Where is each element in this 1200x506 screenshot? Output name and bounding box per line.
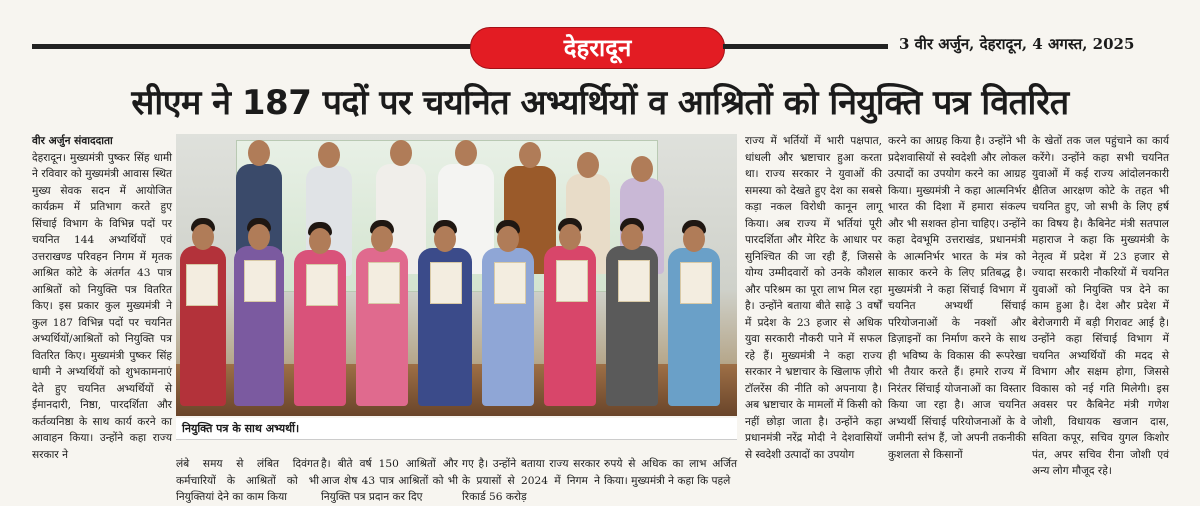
- article-column-1: [32, 133, 172, 495]
- header-rule-left: [32, 44, 472, 49]
- photo-candidate-head: [192, 224, 214, 250]
- article-headline: सीएम ने 187 पदों पर चयनित अभ्यर्थियों व आश्रितों को नियुक्ति पत्र वितरित: [131, 83, 1069, 123]
- article-column-6: [745, 133, 882, 495]
- photo-person-head: [318, 142, 340, 168]
- column-4-text: गए है। उन्होंने बताया राज्य सरकार के प्रयासों से 2024 में निगम ने रिकार्ड 56 करोड़: [462, 458, 600, 503]
- column-1-text: देहरादून। मुख्यमंत्री पुष्कर सिंह धामी ने रविवार को मुख्यमंत्री आवास स्थित मुख्य सेवक सदन में आयोजित कार्यक्रम में प्रतिभाग करते हुए सिंचाई विभाग के विभिन्न पदों पर चयनित 144 अभ्यर्थियों एवं उत्तराखण्ड परिवहन निगम में मृतक आश्रित कोटे के अंतर्गत 43 पात्र आश्रितों को नियुक्ति पत्र वितरित किए। इस प्रकार कुल मुख्यमंत्री ने कुल 187 विभिन्न पदों पर चयनित अभ्यर्थियों/आश्रितों को नियुक्ति पत्र वितरित किए। मुख्यमंत्री पुष्कर सिंह धामी ने अभ्यर्थियों को शुभकामनाएं देते हुए चयनित अभ्यर्थियों से ईमानदारी, निष्ठा, पारदर्शिता और कर्तव्यनिष्ठा के साथ कार्य करने का आवाहन किया। उन्होंने कहा राज्य सरकार ने: [32, 151, 172, 461]
- photo-candidate-head: [683, 226, 705, 252]
- article-column-4: [462, 456, 600, 503]
- page-dateline: 3 वीर अर्जुन, देहरादून, 4 अगस्त, 2025: [899, 35, 1135, 53]
- appointment-letter: [680, 262, 712, 304]
- photo-person-head: [390, 140, 412, 166]
- appointment-letter: [494, 262, 526, 304]
- photo-person-head: [519, 142, 541, 168]
- photo-person-head: [248, 140, 270, 166]
- byline: वीर अर्जुन संवाददाता: [32, 135, 113, 147]
- appointment-letter: [186, 264, 218, 306]
- photo-person-head: [631, 156, 653, 182]
- photo-candidate-head: [248, 224, 270, 250]
- article-column-5: [604, 456, 737, 496]
- appointment-letter: [368, 262, 400, 304]
- column-3-text: है। बीते वर्ष 150 आश्रितों और आज शेष 43 पात्र आश्रितों को भी नियुक्ति पत्र प्रदान कर दिए: [321, 458, 458, 503]
- appointment-letter: [556, 260, 588, 302]
- photo-candidate-head: [434, 226, 456, 252]
- article-column-8: [1032, 133, 1169, 495]
- photo-candidate-head: [371, 226, 393, 252]
- appointment-letter: [618, 260, 650, 302]
- photo-candidate-head: [309, 228, 331, 254]
- column-7-text: करने का आग्रह किया है। उन्होंने भी प्रदेशवासियों से स्वदेशी और लोकल उत्पादों का उपयोग करने का आग्रह किया। मुख्यमंत्री ने कहा आत्मनिर्भर भारत की दिशा में हमारा संकल्प और भी सशक्त होना चाहिए। उन्होंने कहा देवभूमि उत्तराखंड, प्रधानमंत्री के आत्मनिर्भर भारत के मंत्र को साकार करने के लिए प्रतिबद्ध है। मुख्यमंत्री ने कहा सिंचाई विभाग में चयनित अभ्यर्थी सिंचाई परियोजनाओं के नक्शों और डिज़ाइनों का निर्माण करने के साथ ही भविष्य के विकास की रूपरेखा भी तैयार करते हैं। हमारे राज्य में निरंतर सिंचाई योजनाओं का विस्तार किया जा रहा है। आज चयनित अभ्यर्थी सिंचाई परियोजनाओं के वे जमीनी स्तंभ हैं, जो अपनी तकनीकी कुशलता से किसानों: [888, 135, 1026, 461]
- column-5-text: रुपये से अधिक का लाभ अर्जित किया। मुख्यमंत्री ने कहा कि पहले: [604, 458, 737, 487]
- photo-person-head: [455, 140, 477, 166]
- appointment-letter: [430, 262, 462, 304]
- photo-candidate-head: [621, 224, 643, 250]
- appointment-letter: [244, 260, 276, 302]
- column-8-text: के खेतों तक जल पहुंचाने का कार्य करेंगे। उन्होंने कहा सभी चयनित युवाओं में कई राज्य आंदोलनकारी क्षैतिज आरक्षण कोटे के तहत भी चयनित हुए, जो सभी के लिए हर्ष का विषय है। कैबिनेट मंत्री सतपाल महाराज ने कहा कि मुख्यमंत्री के नेतृत्व में प्रदेश में 23 हजार से ज्यादा सरकारी नौकरियों में चयनित युवाओं को नियुक्ति पत्र देने का काम हुआ है। देश और प्रदेश में बेरोजगारी में बड़ी गिरावट आई है। उन्होंने कहा सिंचाई विभाग में चयनित अभ्यर्थियों की मदद से विभाग और सक्षम होगा, जिससे विकास को नई गति मिलेगी। इस अवसर पर कैबिनेट मंत्री गणेश जोशी, विधायक खजान दास, सविता कपूर, सचिव युगल किशोर पंत, अपर सचिव रीना जोशी एवं अन्य लोग मौजूद रहे।: [1032, 135, 1169, 477]
- header-rule-right: [723, 44, 888, 49]
- photo-person-head: [577, 152, 599, 178]
- column-2-text: लंबे समय से लंबित दिवंगत कर्मचारियों के आश्रितों को भी नियुक्तियां देने का काम किया: [176, 458, 319, 503]
- photo-caption: नियुक्ति पत्र के साथ अभ्यर्थी।: [176, 418, 737, 440]
- column-6-text: राज्य में भर्तियों में भारी पक्षपात, धांधली और भ्रष्टाचार हुआ करता था। राज्य सरकार ने युवाओं की समस्या को देखते हुए देश का सबसे कड़ा नकल विरोधी कानून लागू किया। अब राज्य में भर्तियां पूरी पारदर्शिता और मेरिट के आधार पर सुनिश्चित की जा रही हैं, जिससे योग्य उम्मीदवारों को उनके कौशल और परिश्रम का पूरा लाभ मिल रहा है। उन्होंने बताया बीते साढ़े 3 वर्षों में प्रदेश के 23 हजार से अधिक युवा सरकारी नौकरी पाने में सफल रहे हैं। मुख्यमंत्री ने कहा राज्य सरकार ने भ्रष्टाचार के खिलाफ ज़ीरो टॉलरेंस की नीति को अपनाया है। अब भ्रष्टाचार के मामलों में किसी को नहीं छोड़ा जाता है। उन्होंने कहा प्रधानमंत्री नरेंद्र मोदी ने देशवासियों से स्वदेशी उत्पादों का उपयोग: [745, 135, 882, 461]
- article-column-3: [321, 456, 458, 503]
- section-label: देहरादून: [470, 27, 725, 69]
- article-column-2: [176, 456, 319, 503]
- article-photo: [176, 134, 737, 416]
- photo-candidate-head: [497, 226, 519, 252]
- photo-candidate-head: [559, 224, 581, 250]
- appointment-letter: [306, 264, 338, 306]
- article-column-7: [888, 133, 1026, 495]
